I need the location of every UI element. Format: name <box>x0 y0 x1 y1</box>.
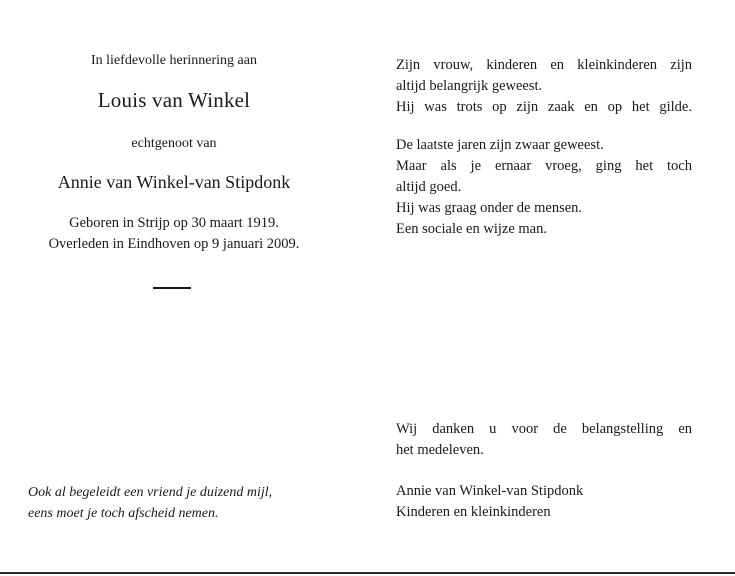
text-line: Wij danken u voor de belangstelling en <box>396 421 692 437</box>
text-line: Zijn vrouw, kinderen en kleinkinderen zijn <box>396 57 692 73</box>
quote-line: eens moet je toch afscheid nemen. <box>28 506 219 521</box>
text-line: Een sociale en wijze man. <box>396 221 547 237</box>
deceased-name: Louis van Winkel <box>97 88 251 112</box>
death-line: Overleden in Eindhoven op 9 januari 2009. <box>48 236 300 252</box>
signature-line: Annie van Winkel-van Stipdonk <box>396 483 584 499</box>
thanks-paragraph <box>396 419 692 461</box>
text-line: De laatste jaren zijn zwaar geweest. <box>396 137 604 153</box>
spouse-name: Annie van Winkel-van Stipdonk <box>57 172 291 192</box>
signature <box>396 481 692 523</box>
birth-line: Geboren in Strijp op 30 maart 1919. <box>69 215 279 231</box>
text-line: Hij was graag onder de mensen. <box>396 200 583 216</box>
right-panel <box>396 0 692 576</box>
intro-text: In liefdevolle herinnering aan <box>91 53 257 68</box>
quote <box>28 482 328 524</box>
paragraph-family <box>396 55 692 118</box>
bottom-edge-line <box>0 572 735 574</box>
spouse-label: echtgenoot van <box>131 136 217 151</box>
paragraph-life <box>396 135 692 240</box>
text-line: altijd belangrijk geweest. <box>396 78 543 94</box>
left-panel <box>22 0 326 576</box>
quote-line: Ook al begeleidt een vriend je duizend mijl, <box>28 485 273 500</box>
text-line: altijd goed. <box>396 179 462 195</box>
text-line: het medeleven. <box>396 442 484 458</box>
text-line: Maar als je ernaar vroeg, ging het toch <box>396 158 692 174</box>
signature-line: Kinderen en kleinkinderen <box>396 504 551 520</box>
text-line: Hij was trots op zijn zaak en op het gilde. <box>396 99 692 115</box>
divider-line <box>153 287 191 289</box>
